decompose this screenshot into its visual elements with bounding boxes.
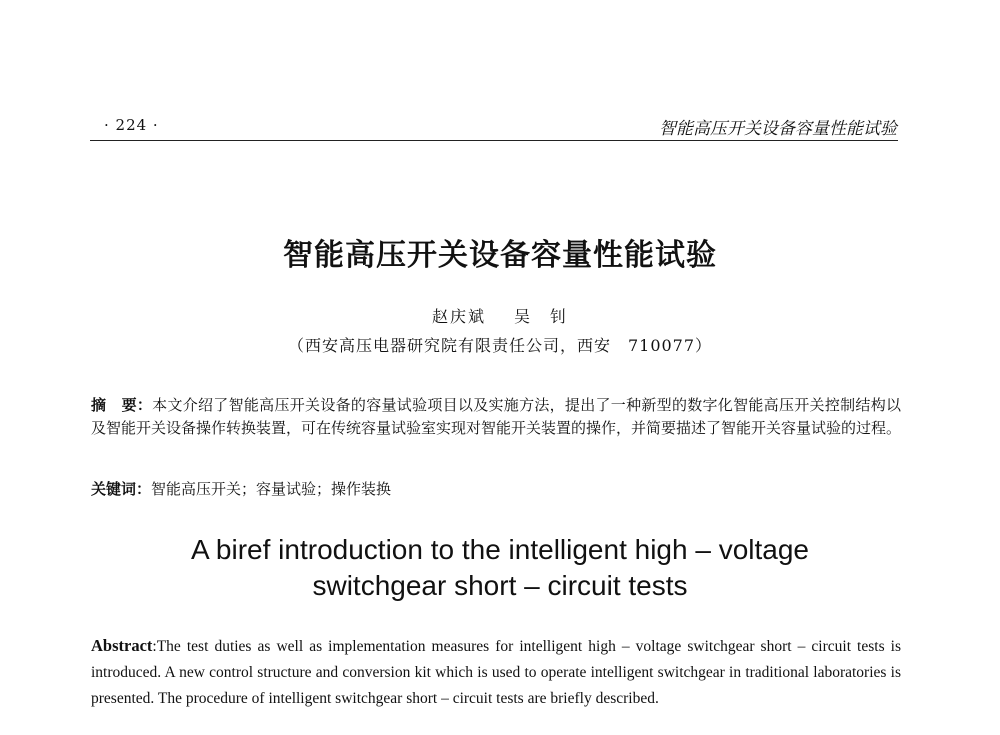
abstract-en-label: Abstract [91, 636, 153, 655]
author-1: 赵庆斌 [431, 307, 486, 326]
article-title-en [0, 532, 1000, 604]
affiliation: （西安高压电器研究院有限责任公司，西安 710077） [287, 336, 713, 355]
abstract-cn-label: 摘 要： [91, 396, 153, 414]
article-title-cn: 智能高压开关设备容量性能试验 [283, 238, 717, 273]
abstract-cn-text: 本文介绍了智能高压开关设备的容量试验项目以及实施方法，提出了一种新型的数字化智能高压开关控制结构以及智能开关设备操作转换装置，可在传统容量试验室实现对智能开关装置的操作，并简要描述了智能开关容量试验的过程。 [91, 396, 902, 437]
authors [0, 304, 1000, 327]
keywords-cn-text: 智能高压开关；容量试验；操作装换 [151, 480, 392, 498]
running-header: 智能高压开关设备容量性能试验 [659, 119, 897, 139]
keywords-cn-label: 关键词： [91, 480, 152, 498]
keywords-cn [91, 478, 901, 499]
abstract-cn [91, 394, 901, 440]
article-title-en-line-1: A biref introduction to the intelligent high – voltage [191, 534, 809, 565]
header-rule [90, 140, 898, 141]
abstract-en [91, 633, 901, 712]
page-number: · 224 · [104, 116, 159, 134]
author-2: 吴 钊 [514, 307, 569, 326]
article-title-en-line-2: switchgear short – circuit tests [312, 570, 688, 601]
abstract-en-text: :The test duties as well as implementation measures for intelligent high – voltage switchgear short – circuit tests is introduced. A new control structure and conversion kit which is used to operate intelligent switchgear in traditional laboratories is presented. The procedure of intelligent switchgear short – circuit tests are briefly described. [91, 638, 901, 707]
